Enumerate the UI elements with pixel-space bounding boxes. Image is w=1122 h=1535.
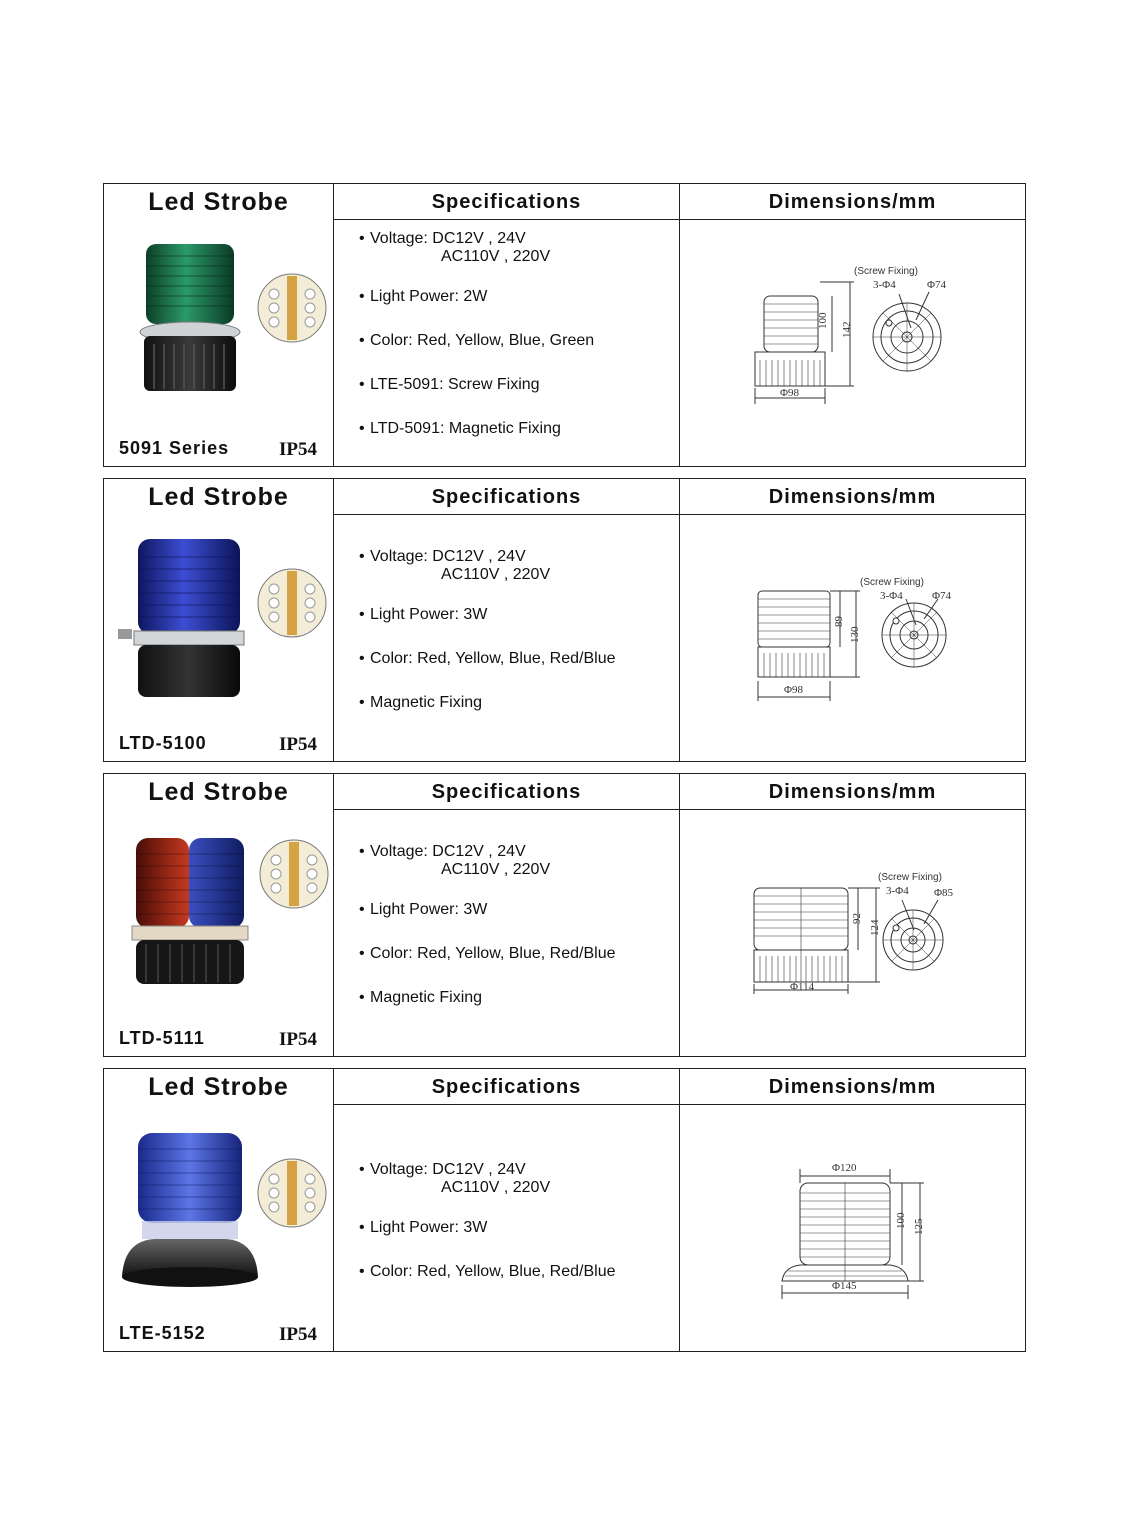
dim-height-outer: 142 xyxy=(841,321,853,338)
spec-color: • Color: Red, Yellow, Blue, Red/Blue xyxy=(359,1263,615,1281)
model-name: 5091 Series xyxy=(119,438,230,458)
spec-voltage: • Voltage: DC12V , 24V AC110V , 220V xyxy=(359,548,615,584)
spec-fixing: • Magnetic Fixing xyxy=(359,989,615,1007)
dimensions-column xyxy=(680,479,1025,761)
strobe-photo-red-blue xyxy=(114,814,329,1004)
strobe-photo-blue-low xyxy=(114,1109,329,1299)
product-title: Led Strobe xyxy=(148,778,289,806)
model-name: LTE-5152 xyxy=(119,1323,206,1343)
product-image-column xyxy=(104,1069,334,1351)
spec-light-power: • Light Power: 2W xyxy=(359,288,594,306)
specifications-column xyxy=(334,774,680,1056)
ip-rating: IP54 xyxy=(279,439,317,460)
spec-list xyxy=(359,843,615,1007)
spec-fixing-magnetic: • LTD-5091: Magnetic Fixing xyxy=(359,420,594,438)
ip-rating: IP54 xyxy=(279,1029,317,1050)
dimension-drawing xyxy=(680,1105,1025,1351)
spec-list xyxy=(359,230,594,438)
spec-list xyxy=(359,1161,615,1281)
product-title: Led Strobe xyxy=(148,1073,289,1101)
spec-light-power: • Light Power: 3W xyxy=(359,1219,615,1237)
dim-fixing-note: (Screw Fixing) xyxy=(854,266,918,277)
dim-holes: 3-Φ4 xyxy=(873,279,896,291)
spec-light-power: • Light Power: 3W xyxy=(359,901,615,919)
product-card-5100 xyxy=(103,478,1026,762)
dim-height-inner: 100 xyxy=(895,1212,907,1229)
dim-base-diameter: Φ98 xyxy=(784,684,804,696)
spec-fixing: • Magnetic Fixing xyxy=(359,694,615,712)
dim-holes: 3-Φ4 xyxy=(880,590,903,602)
dimension-drawing xyxy=(680,810,1025,1056)
dimensions-header: Dimensions/mm xyxy=(680,1069,1025,1105)
dim-top-diameter: Φ85 xyxy=(934,887,954,899)
dim-base-diameter: Φ114 xyxy=(790,981,815,993)
ip-rating: IP54 xyxy=(279,1324,317,1345)
dim-top-diameter: Φ74 xyxy=(932,590,952,602)
dimensions-column xyxy=(680,774,1025,1056)
dim-holes: 3-Φ4 xyxy=(886,885,909,897)
strobe-photo-green xyxy=(114,224,329,414)
specifications-header: Specifications xyxy=(334,479,679,515)
spec-color: • Color: Red, Yellow, Blue, Green xyxy=(359,332,594,350)
product-title: Led Strobe xyxy=(148,188,289,216)
dim-height-inner: 92 xyxy=(851,913,863,924)
specifications-header: Specifications xyxy=(334,1069,679,1105)
specifications-header: Specifications xyxy=(334,184,679,220)
spec-light-power: • Light Power: 3W xyxy=(359,606,615,624)
dimensions-header: Dimensions/mm xyxy=(680,479,1025,515)
dimension-drawing xyxy=(680,515,1025,761)
spec-voltage: • Voltage: DC12V , 24V AC110V , 220V xyxy=(359,1161,615,1197)
spec-voltage: • Voltage: DC12V , 24V AC110V , 220V xyxy=(359,230,594,266)
product-card-5152 xyxy=(103,1068,1026,1352)
product-title: Led Strobe xyxy=(148,483,289,511)
dim-top-diameter: Φ120 xyxy=(832,1162,857,1174)
product-image-column xyxy=(104,774,334,1056)
dimensions-column xyxy=(680,184,1025,466)
dimension-drawing xyxy=(680,220,1025,466)
specifications-column xyxy=(334,184,680,466)
dim-fixing-note: (Screw Fixing) xyxy=(860,577,924,588)
dim-height-inner: 89 xyxy=(833,616,845,627)
dim-height-inner: 100 xyxy=(817,312,829,329)
spec-fixing-screw: • LTE-5091: Screw Fixing xyxy=(359,376,594,394)
dim-height-outer: 124 xyxy=(869,919,881,936)
dim-height-outer: 130 xyxy=(849,626,861,643)
dimensions-header: Dimensions/mm xyxy=(680,774,1025,810)
model-name: LTD-5100 xyxy=(119,733,207,753)
spec-list xyxy=(359,548,615,712)
ip-rating: IP54 xyxy=(279,734,317,755)
dim-top-diameter: Φ74 xyxy=(927,279,947,291)
product-card-5111 xyxy=(103,773,1026,1057)
product-image-column xyxy=(104,184,334,466)
spec-color: • Color: Red, Yellow, Blue, Red/Blue xyxy=(359,945,615,963)
dim-base-diameter: Φ145 xyxy=(832,1280,857,1292)
specifications-header: Specifications xyxy=(334,774,679,810)
spec-voltage: • Voltage: DC12V , 24V AC110V , 220V xyxy=(359,843,615,879)
dimensions-column xyxy=(680,1069,1025,1351)
specifications-column xyxy=(334,479,680,761)
specifications-column xyxy=(334,1069,680,1351)
spec-color: • Color: Red, Yellow, Blue, Red/Blue xyxy=(359,650,615,668)
model-name: LTD-5111 xyxy=(119,1028,205,1048)
strobe-photo-blue xyxy=(114,519,329,709)
dimensions-header: Dimensions/mm xyxy=(680,184,1025,220)
dim-base-diameter: Φ98 xyxy=(780,387,800,399)
product-image-column xyxy=(104,479,334,761)
product-card-5091 xyxy=(103,183,1026,467)
dim-height-outer: 125 xyxy=(913,1218,925,1235)
dim-fixing-note: (Screw Fixing) xyxy=(878,872,942,883)
